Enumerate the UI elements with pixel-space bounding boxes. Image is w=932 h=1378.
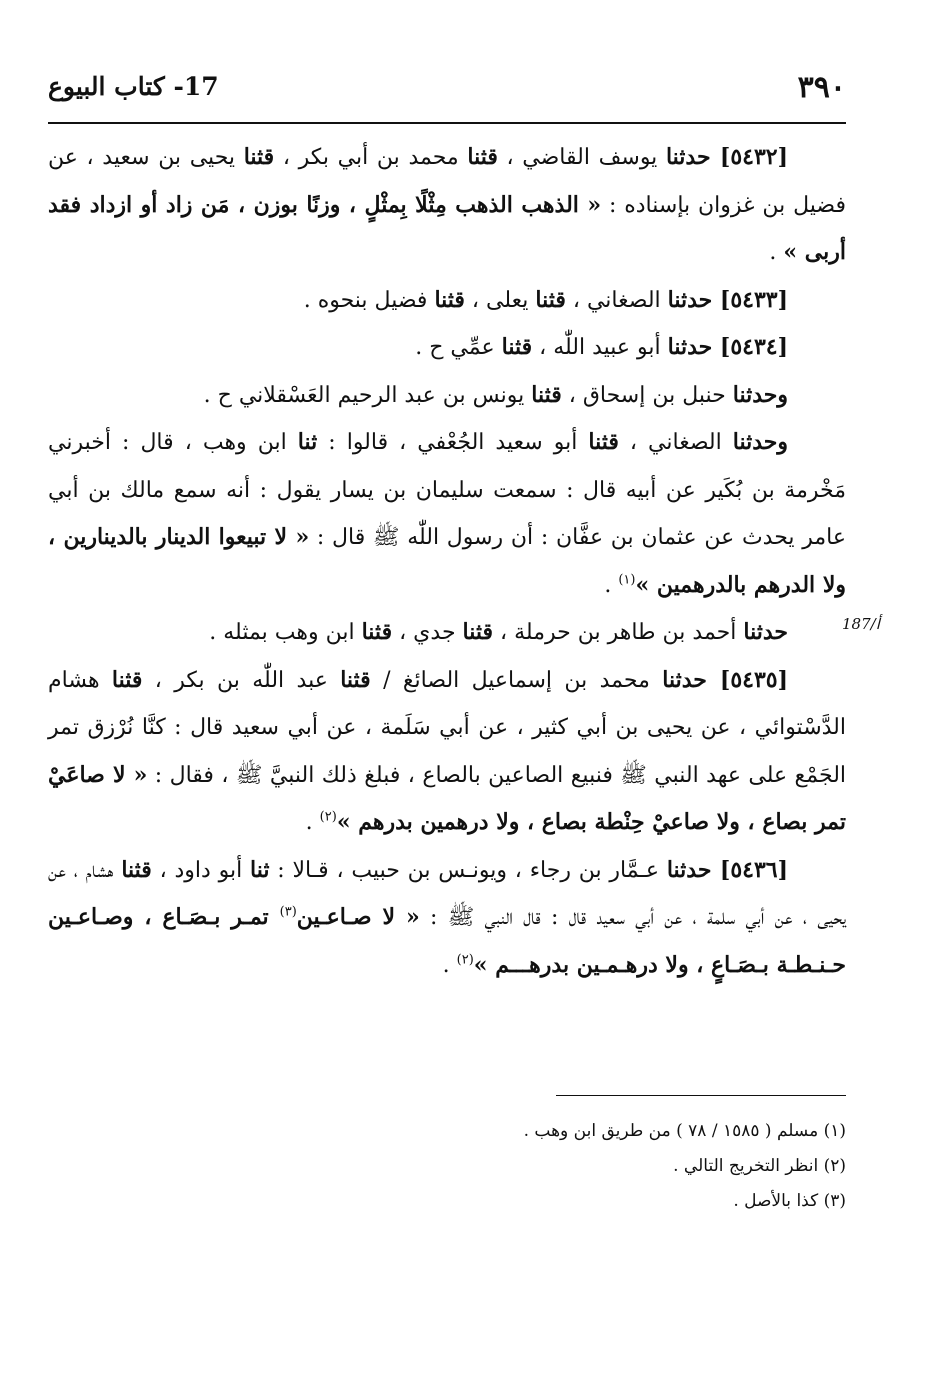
bold-text-segment: [٥٤٣٥] حدثنا — [662, 666, 788, 693]
footnote-2: (٢) انظر التخريج التالي . — [673, 1156, 846, 1176]
text-segment: محمد بن أبي بكر ، — [274, 145, 468, 170]
text-segment: حنبل بن إسحاق ، — [561, 382, 733, 408]
bold-text-segment: « لا صـاعـين — [296, 904, 420, 930]
bold-text-segment: تمـر بـصَـاع ، وصـاعـين حـنـطـة بـصَـاعٍ ، ولا درهـمـين بدرهـــم » — [48, 904, 846, 978]
page-header — [48, 68, 846, 112]
paragraph-p8 — [48, 847, 846, 990]
bold-text-segment: ثنا — [297, 429, 318, 455]
paragraph-p2 — [48, 277, 846, 325]
main-text — [48, 134, 846, 989]
bold-text-segment: وحدثنا — [732, 381, 788, 408]
page-number: ٣٩٠ — [797, 70, 846, 105]
bold-text-segment: قثنا — [361, 619, 393, 645]
bold-text-segment: قثنا — [340, 666, 371, 693]
bold-text-segment: « الذهب الذهب مِثْلًا بِمثْلٍ ، وزنًا بوزن ، مَن زاد أو ازداد فقد أربى » — [48, 191, 846, 265]
bold-text-segment: قثنا — [535, 286, 566, 313]
text-segment: . — [442, 952, 457, 978]
text-segment: عمِّي ح . — [415, 335, 502, 360]
text-segment: فضيل بنحوه . — [303, 287, 435, 313]
footnote-reference: (٢) — [319, 809, 337, 825]
footnote-divider — [556, 1095, 846, 1096]
paragraph-p5 — [48, 419, 846, 609]
text-segment: أبو سعيد الجُعْفي ، قالوا : — [317, 430, 589, 455]
text-segment: ابن وهب ، قال : أخبرني مَخْرمة بن بُكَير عن أبيه قال : سمعت سليمان بن يسار يقول : أنه سمع مالك بن أبي عامر يحدث عن عثمان بن عفَّان : أن رسول اللّٰه ﷺ قال : — [48, 430, 846, 550]
paragraph-p6 — [48, 609, 846, 657]
text-segment: محمد بن إسماعيل الصائغ / — [370, 667, 663, 693]
paragraph-p3 — [48, 324, 846, 372]
bold-text-segment: قثنا — [467, 144, 498, 170]
text-segment: . — [604, 572, 619, 598]
text-segment: عـمَّار بن رجاء ، ويونـس بن حبيب ، قـالا : — [269, 857, 667, 883]
header-divider — [48, 122, 846, 124]
bold-text-segment: قثنا — [434, 286, 465, 313]
text-segment: ابن وهب بمثله . — [209, 620, 362, 645]
bold-text-segment: قثنا — [243, 144, 275, 170]
footnote-1: (١) مسلم ( ١٥٨٥ / ٧٨ ) من طريق ابن وهب . — [523, 1121, 846, 1141]
text-segment: أحمد بن طاهر بن حرملة ، — [493, 620, 744, 645]
footnotes — [48, 1114, 846, 1219]
text-segment: . — [769, 240, 784, 265]
paragraph-p1 — [48, 134, 846, 277]
text-segment: جدي ، — [392, 620, 463, 645]
bold-text-segment: قثنا — [588, 429, 619, 455]
paragraph-p4 — [48, 372, 846, 420]
bold-text-segment: قثنا — [111, 666, 143, 693]
bold-text-segment: ثنا — [250, 856, 270, 883]
footnote-reference: (٢) — [456, 952, 474, 968]
text-segment: يحيى بن سعيد ، عن فضيل بن غزوان بإسناده : — [48, 145, 846, 218]
bold-text-segment: قثنا — [501, 334, 533, 360]
text-segment: يعلى ، — [464, 287, 536, 313]
bold-text-segment: [٥٤٣٣] حدثنا — [667, 286, 788, 313]
footnote-reference: (١) — [618, 572, 636, 588]
bold-text-segment: قثنا — [531, 381, 562, 408]
text-segment: . — [305, 810, 320, 835]
text-segment: أبو عبيد اللّٰه ، — [532, 335, 668, 360]
bold-text-segment: وحدثنا — [732, 429, 789, 455]
text-segment: هشام الدَّسْتوائي ، عن يحيى بن أبي كثير ، عن أبي سَلَمة ، عن أبي سعيد قال : كنَّا نُرْزق تمر الجَمْع على عهد النبي ﷺ فنبيع الصاعين بالصاع ، فبلغ ذلك النبيَّ ﷺ ، فقال : — [48, 667, 847, 788]
bold-text-segment: حدثنا — [743, 619, 788, 645]
bold-text-segment: [٥٤٣٤] حدثنا — [667, 334, 788, 360]
bold-text-segment: [٥٤٣٦] حدثنا — [666, 856, 789, 883]
text-segment: الصغاني ، — [618, 430, 733, 455]
text-segment: عبد اللّٰه بن بكر ، — [142, 667, 341, 693]
text-segment: يونس بن عبد الرحيم العَسْقلاني ح . — [203, 382, 532, 408]
text-segment: الصغاني ، — [565, 287, 668, 313]
text-segment: أبو داود ، — [151, 857, 251, 883]
margin-folio-note: 187/أ — [842, 615, 880, 633]
bold-text-segment: قثنا — [462, 619, 494, 645]
footnote-3: (٣) كذا بالأصل . — [733, 1191, 846, 1211]
bold-text-segment: « لا صاعَيْ تمر بصاع ، ولا صاعيْ حِنْطة بصاع ، ولا درهمين بدرهم » — [48, 761, 846, 835]
bold-text-segment: « لا تبيعوا الدينار بالدينارين ، ولا الدرهم بالدرهمين » — [48, 524, 846, 598]
footnote-reference: (٣) — [279, 904, 297, 920]
text-segment: يوسف القاضي ، — [497, 145, 666, 170]
paragraph-p7 — [48, 657, 846, 847]
chapter-title: 17- كتاب البيوع — [48, 72, 219, 101]
text-segment: هشام ، عن يحيى ، عن أبي سلمة ، عن أبي سعيد قال : قال النبي ﷺ : — [48, 857, 846, 930]
bold-text-segment: قثنا — [121, 856, 152, 883]
bold-text-segment: [٥٤٣٢] حدثنا — [665, 144, 789, 170]
